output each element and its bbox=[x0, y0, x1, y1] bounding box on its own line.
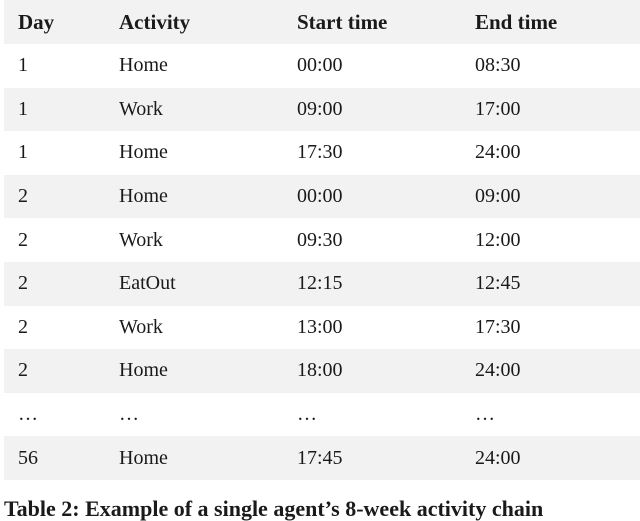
cell-end-time: … bbox=[461, 393, 640, 437]
cell-end-time: 24:00 bbox=[461, 349, 640, 393]
cell-day: 1 bbox=[4, 131, 105, 175]
header-row bbox=[4, 0, 640, 44]
cell-start-time: 17:30 bbox=[283, 131, 461, 175]
cell-activity: Home bbox=[105, 436, 283, 480]
cell-end-time: 17:30 bbox=[461, 306, 640, 350]
cell-activity: Home bbox=[105, 44, 283, 88]
cell-activity: Home bbox=[105, 131, 283, 175]
cell-end-time: 17:00 bbox=[461, 88, 640, 132]
cell-activity: Home bbox=[105, 175, 283, 219]
cell-start-time: 09:00 bbox=[283, 88, 461, 132]
table-row bbox=[4, 262, 640, 306]
cell-day: 2 bbox=[4, 349, 105, 393]
cell-start-time: 12:15 bbox=[283, 262, 461, 306]
cell-start-time: 00:00 bbox=[283, 175, 461, 219]
header-day: Day bbox=[4, 0, 105, 44]
cell-start-time: 00:00 bbox=[283, 44, 461, 88]
cell-activity: Work bbox=[105, 88, 283, 132]
cell-day: 2 bbox=[4, 262, 105, 306]
cell-activity: Home bbox=[105, 349, 283, 393]
cell-day: 2 bbox=[4, 218, 105, 262]
table-row bbox=[4, 349, 640, 393]
header-start-time: Start time bbox=[283, 0, 461, 44]
table-caption: Table 2: Example of a single agent’s 8-week activity chain bbox=[4, 496, 544, 521]
cell-activity: Work bbox=[105, 218, 283, 262]
cell-activity: Work bbox=[105, 306, 283, 350]
cell-end-time: 12:45 bbox=[461, 262, 640, 306]
cell-start-time: 13:00 bbox=[283, 306, 461, 350]
table-row bbox=[4, 88, 640, 132]
cell-end-time: 09:00 bbox=[461, 175, 640, 219]
cell-end-time: 24:00 bbox=[461, 131, 640, 175]
table-row bbox=[4, 175, 640, 219]
cell-day: 2 bbox=[4, 175, 105, 219]
cell-start-time: 09:30 bbox=[283, 218, 461, 262]
cell-day: 1 bbox=[4, 88, 105, 132]
cell-start-time: 17:45 bbox=[283, 436, 461, 480]
cell-day: 1 bbox=[4, 44, 105, 88]
cell-end-time: 24:00 bbox=[461, 436, 640, 480]
cell-start-time: … bbox=[283, 393, 461, 437]
table-row bbox=[4, 218, 640, 262]
cell-end-time: 08:30 bbox=[461, 44, 640, 88]
cell-day: 2 bbox=[4, 306, 105, 350]
table-row-ellipsis bbox=[4, 393, 640, 437]
cell-day: … bbox=[4, 393, 105, 437]
table-header bbox=[4, 0, 640, 44]
table-row bbox=[4, 436, 640, 480]
table-body bbox=[4, 44, 640, 480]
header-end-time: End time bbox=[461, 0, 640, 44]
table-row bbox=[4, 131, 640, 175]
table-row bbox=[4, 306, 640, 350]
cell-activity: … bbox=[105, 393, 283, 437]
header-activity: Activity bbox=[105, 0, 283, 44]
cell-activity: EatOut bbox=[105, 262, 283, 306]
cell-day: 56 bbox=[4, 436, 105, 480]
activity-chain-table bbox=[4, 0, 640, 480]
cell-end-time: 12:00 bbox=[461, 218, 640, 262]
table-row bbox=[4, 44, 640, 88]
cell-start-time: 18:00 bbox=[283, 349, 461, 393]
